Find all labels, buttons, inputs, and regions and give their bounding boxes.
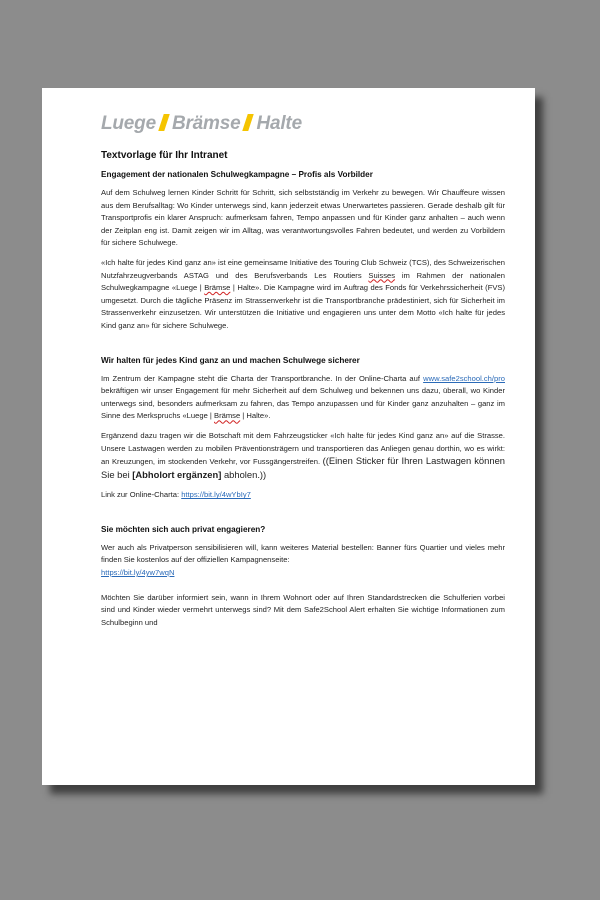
section-heading-privat: Sie möchten sich auch privat engagieren? xyxy=(101,524,266,534)
charta-link[interactable]: https://bit.ly/4wYbIy7 xyxy=(181,490,251,500)
spellcheck-word: Suisses xyxy=(368,270,396,280)
text-span: | Halte». xyxy=(240,411,271,421)
paragraph-schulweg: Auf dem Schulweg lernen Kinder Schritt für Schritt, sich selbstständig im Verkehr zu bewegen. Wir Chauffeure wissen aus dem Berufsalltag: Wo Kinder unterwegs sind, kann jederzeit etwas Unerwartetes passieren. Gerade deshalb gilt für Transportprofis ein klarer Anspruch: aufmerksam fahren, Tempo anpassen und für Kinder ganz anhalten – auch wenn der Zeitplan eng ist. Damit zeigen wir im Alltag, was verantwortungsvolles Fahren bedeutet, und werden zu Vorbildern für sichere Schulwege. xyxy=(101,188,505,248)
logo-word-braemse: Brämse xyxy=(171,113,241,134)
sticker-note-end: abholen.)) xyxy=(221,468,267,480)
spacer xyxy=(101,340,505,356)
charta-link-label: Link zur Online-Charta: xyxy=(101,490,182,500)
paragraph-sticker xyxy=(101,430,505,482)
logo-slash-icon xyxy=(158,114,170,131)
campaign-page-link[interactable]: https://bit.ly/4yw7wqN xyxy=(101,568,175,578)
logo-slash-icon xyxy=(243,114,255,131)
paragraph-alert: Möchten Sie darüber informiert sein, wann in Ihrem Wohnort oder auf Ihren Standardstrecken die Schulferien vorbei sind und Kinder wieder vermehrt unterwegs sind? Mit dem Safe2School Alert erhalten Sie wichtige Informationen zum Schulbeginn und xyxy=(101,592,505,627)
paragraph-charta-link xyxy=(101,489,505,502)
section-heading-halten: Wir halten für jedes Kind ganz an und machen Schulwege sicherer xyxy=(101,355,360,365)
spellcheck-word: Brämse xyxy=(204,283,231,293)
logo-word-halte: Halte xyxy=(256,113,302,134)
text-span: Im Zentrum der Kampagne steht die Charta der Transportbranche. In der Online-Charta auf xyxy=(101,373,424,383)
campaign-logo xyxy=(101,113,302,135)
document-page xyxy=(42,88,535,785)
spellcheck-word: Brämse xyxy=(214,411,241,421)
paragraph-charta xyxy=(101,373,505,423)
text-span: Wer auch als Privatperson sensibilisieren will, kann weiteres Material bestellen: Banner fürs Quartier und vieles mehr finden Sie kostenlos auf der offiziellen Kampagnenseite: xyxy=(101,542,505,565)
text-span: «Ich halte für jedes Kind ganz an» ist eine gemeinsame Initiative des Touring Club Schweiz (TCS), des Schweizerischen Nutzfahrzeugverbands ASTAG und des Berufsverbands Les Routiers xyxy=(101,257,505,280)
paragraph-privat xyxy=(101,542,505,580)
text-span: Ergänzend dazu tragen wir die Botschaft mit dem Fahrzeugsticker «Ich halte für jedes Kind ganz an» auf die Strasse. Unsere Lastwagen werden zu mobilen Präventionsträgern und transportieren das Anliegen genau dorthin, wo es wirkt: an Kreuzungen, im stockenden Verkehr, vor Fussgängerstreifen. xyxy=(101,430,505,467)
paragraph-initiative xyxy=(101,257,505,333)
text-span: im Rahmen der nationalen Schulwegkampagne «Luege | xyxy=(101,270,505,293)
section-heading-engagement: Engagement der nationalen Schulwegkampagne – Profis als Vorbilder xyxy=(101,170,373,179)
sticker-note: ((Einen Sticker für Ihren Lastwagen können Sie bei xyxy=(101,455,505,480)
text-span: | Halte». Die Kampagne wird im Auftrag des Fonds für Verkehrssicherheit (FVS) umgesetzt. Durch die tägliche Präsenz im Strassenverkehr ist die Transportbranche prädestiniert, sich für Sicherheit im Strassenverkehr einzusetzen. Wir unterstützen die Initiative und engagieren uns unter dem Motto «Ich halte für jedes Kind ganz an» für sichere Schulwege. xyxy=(101,283,506,330)
text-span: bekräftigen wir unser Engagement für mehr Sicherheit auf dem Schulweg und bekennen uns dazu, überall, wo Kinder unterwegs sind, besonders aufmerksam zu fahren, das Tempo anzupassen und für Kinder ganz anzuhalten – ganz im Sinne des Merkspruchs «Luege | xyxy=(101,386,505,421)
spacer xyxy=(101,509,505,525)
logo-word-luege: Luege xyxy=(101,113,156,134)
document-body xyxy=(101,150,505,636)
safe2school-link[interactable]: www.safe2school.ch/pro xyxy=(423,373,505,383)
placeholder-abholort: [Abholort ergänzen] xyxy=(132,468,222,480)
document-title: Textvorlage für Ihr Intranet xyxy=(101,150,228,161)
